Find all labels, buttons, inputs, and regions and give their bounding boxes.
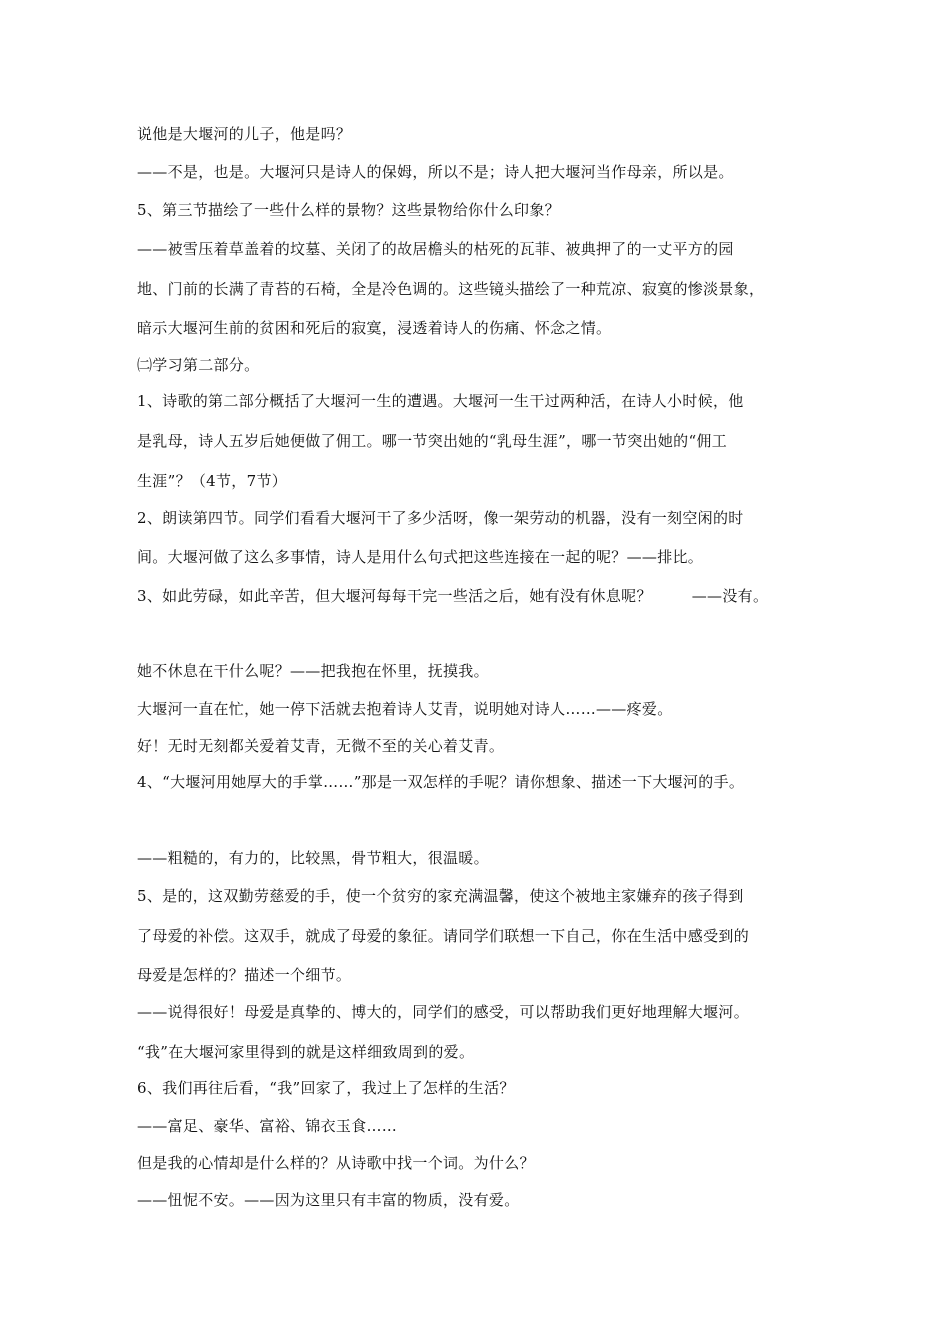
text-line: 间。大堰河做了这么多事情，诗人是用什么句式把这些连接在一起的呢？——排比。 (137, 548, 704, 566)
text-line: 了母爱的补偿。这双手，就成了母爱的象征。请同学们联想一下自己，你在生活中感受到的 (137, 927, 750, 945)
text-line: 5、是的，这双勤劳慈爱的手，使一个贫穷的家充满温馨，使这个被地主家嫌弃的孩子得到 (137, 887, 744, 905)
text-line: 说他是大堰河的儿子，他是吗？ (137, 125, 352, 143)
section-heading: ㈡学习第二部分。 (137, 356, 260, 374)
text-line: 是乳母，诗人五岁后她便做了佣工。哪一节突出她的“乳母生涯”，哪一节突出她的“佣工 (137, 432, 728, 450)
text-line: 地、门前的长满了青苔的石椅，全是冷色调的。这些镜头描绘了一种荒凉、寂寞的惨淡景象， (137, 280, 765, 298)
text-line: 暗示大堰河生前的贫困和死后的寂寞，浸透着诗人的伤痛、怀念之情。 (137, 319, 612, 337)
text-line: 1、诗歌的第二部分概括了大堰河一生的遭遇。大堰河一生干过两种活，在诗人小时候，他 (137, 392, 744, 410)
text-line: ——被雪压着草盖着的坟墓、关闭了的故居檐头的枯死的瓦菲、被典押了的一丈平方的园 (137, 240, 734, 258)
text-line: 6、我们再往后看，“我”回家了，我过上了怎样的生活？ (137, 1079, 515, 1097)
text-line: 好！无时无刻都关爱着艾青，无微不至的关心着艾青。 (137, 737, 505, 755)
text-line: ——富足、豪华、富裕、锦衣玉食…… (137, 1117, 398, 1135)
text-line: “我”在大堰河家里得到的就是这样细致周到的爱。 (137, 1043, 475, 1061)
text-line: ——忸怩不安。——因为这里只有丰富的物质，没有爱。 (137, 1191, 520, 1209)
text-line: 但是我的心情却是什么样的？从诗歌中找一个词。为什么？ (137, 1154, 535, 1172)
answer-text: ——没有。 (691, 587, 769, 605)
text-line: 4、“大堰河用她厚大的手掌……”那是一双怎样的手呢？请你想象、描述一下大堰河的手。 (137, 773, 745, 791)
text-line: ——说得很好！母爱是真挚的、博大的，同学们的感受，可以帮助我们更好地理解大堰河。 (137, 1003, 750, 1021)
text-line: ——粗糙的，有力的，比较黑，骨节粗大，很温暖。 (137, 849, 489, 867)
text-line: 大堰河一直在忙，她一停下活就去抱着诗人艾青，说明她对诗人……——疼爱。 (137, 700, 673, 718)
text-line: 2、朗读第四节。同学们看看大堰河干了多少活呀，像一架劳动的机器，没有一刻空闲的时 (137, 509, 744, 527)
text-line: 生涯”？（4节，7节） (137, 472, 288, 490)
text-line: 5、第三节描绘了一些什么样的景物？这些景物给你什么印象？ (137, 201, 560, 219)
text-line (137, 586, 768, 606)
text-line: 她不休息在干什么呢？——把我抱在怀里，抚摸我。 (137, 662, 489, 680)
text-line: ——不是，也是。大堰河只是诗人的保姆，所以不是；诗人把大堰河当作母亲，所以是。 (137, 163, 734, 181)
question-text: 3、如此劳碌，如此辛苦，但大堰河每每干完一些活之后，她有没有休息呢？ (137, 587, 652, 605)
text-line: 母爱是怎样的？描述一个细节。 (137, 966, 352, 984)
